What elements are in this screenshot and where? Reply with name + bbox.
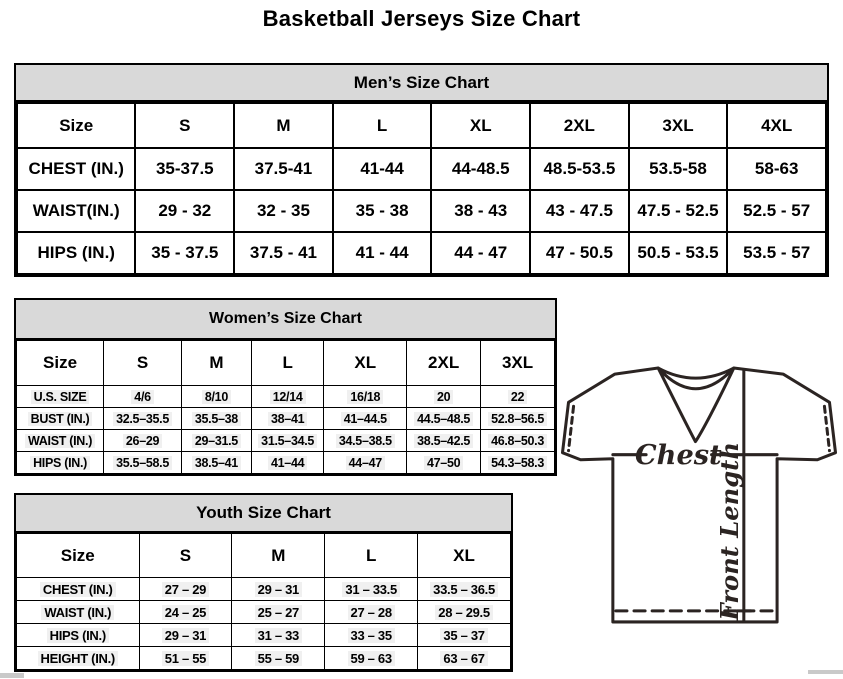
cell-text: 38.5–42.5	[414, 434, 473, 448]
cell-text: 41–44.5	[341, 412, 390, 426]
womens-size-table	[16, 340, 555, 474]
cell-text: 63 – 67	[440, 651, 487, 666]
cell-text: 27 – 29	[162, 582, 209, 597]
size-value-cell	[139, 624, 232, 647]
cell-text: WAIST(IN.)	[32, 201, 120, 220]
size-value-cell	[407, 408, 481, 430]
size-value-cell	[251, 408, 324, 430]
column-header: 2XL	[530, 103, 629, 148]
size-value-cell	[182, 430, 252, 452]
size-value-cell	[324, 386, 407, 408]
cell-text: 35 – 37	[440, 628, 487, 643]
table-row	[17, 647, 511, 670]
cell-text: 25 – 27	[255, 605, 302, 620]
header-row	[17, 103, 826, 148]
cell-text: 38–41	[268, 412, 307, 426]
cell-text: 53.5-58	[649, 159, 707, 178]
size-value-cell	[325, 578, 418, 601]
table-row	[17, 148, 826, 190]
size-value-cell	[325, 647, 418, 670]
size-value-cell	[530, 148, 629, 190]
cell-text: 28 – 29.5	[435, 605, 493, 620]
size-value-cell	[418, 578, 511, 601]
row-label	[17, 148, 135, 190]
horizontal-scrollbar-thumb[interactable]	[808, 670, 843, 674]
size-value-cell	[104, 452, 182, 474]
size-value-cell	[251, 452, 324, 474]
size-value-cell	[182, 452, 252, 474]
youth-size-chart-section	[14, 493, 513, 672]
table-row	[17, 190, 826, 232]
cell-text: 37.5 - 41	[249, 243, 317, 262]
size-value-cell	[530, 232, 629, 274]
column-header: Size	[17, 341, 104, 386]
row-label	[17, 647, 140, 670]
cell-text: 41–44	[268, 456, 307, 470]
table-row	[17, 386, 555, 408]
row-label	[17, 452, 104, 474]
right-cuff-dashed-line	[824, 406, 829, 450]
column-header: XL	[324, 341, 407, 386]
row-label	[17, 601, 140, 624]
cell-text: 20	[434, 390, 453, 404]
cell-text: 52.8–56.5	[488, 412, 547, 426]
size-value-cell	[431, 148, 530, 190]
mens-size-table	[16, 102, 827, 275]
size-value-cell	[333, 148, 432, 190]
size-value-cell	[251, 430, 324, 452]
cell-text: 33 – 35	[348, 628, 395, 643]
table-row	[17, 430, 555, 452]
mens-chart-title: Men’s Size Chart	[16, 65, 827, 102]
cell-text: 50.5 - 53.5	[637, 243, 719, 262]
cell-text: 31 – 33.5	[342, 582, 400, 597]
cell-text: 29 - 32	[158, 201, 212, 220]
cell-text: 51 – 55	[162, 651, 209, 666]
cell-text: 35-37.5	[155, 159, 214, 178]
header-row	[17, 534, 511, 578]
size-value-cell	[324, 430, 407, 452]
size-value-cell	[135, 232, 234, 274]
cell-text: 27 – 28	[348, 605, 395, 620]
cell-text: 41-44	[360, 159, 404, 178]
cell-text: U.S. SIZE	[31, 390, 90, 404]
size-value-cell	[251, 386, 324, 408]
size-value-cell	[182, 386, 252, 408]
cell-text: 38.5–41	[192, 456, 241, 470]
size-value-cell	[325, 624, 418, 647]
youth-chart-title: Youth Size Chart	[16, 495, 511, 533]
size-value-cell	[232, 578, 325, 601]
cell-text: 52.5 - 57	[743, 201, 811, 220]
size-value-cell	[629, 148, 728, 190]
cell-text: 12/14	[270, 390, 306, 404]
cell-text: 47–50	[424, 456, 463, 470]
column-header: Size	[17, 534, 140, 578]
size-value-cell	[407, 386, 481, 408]
cell-text: WAIST (IN.)	[25, 434, 95, 448]
cell-text: 35 - 38	[355, 201, 409, 220]
column-header: M	[234, 103, 333, 148]
womens-size-chart-section	[14, 298, 557, 476]
jersey-measurement-diagram	[560, 362, 838, 630]
cell-text: 35 - 37.5	[151, 243, 219, 262]
column-header: L	[333, 103, 432, 148]
size-value-cell	[431, 190, 530, 232]
table-row	[17, 578, 511, 601]
cell-text: 54.3–58.3	[488, 456, 547, 470]
table-row	[17, 452, 555, 474]
row-label	[17, 232, 135, 274]
column-header: XL	[431, 103, 530, 148]
row-label	[17, 430, 104, 452]
cell-text: 47 - 50.5	[545, 243, 613, 262]
cell-text: 59 – 63	[348, 651, 395, 666]
cell-text: 24 – 25	[162, 605, 209, 620]
cell-text: 26–29	[123, 434, 162, 448]
size-value-cell	[418, 601, 511, 624]
size-value-cell	[234, 190, 333, 232]
size-value-cell	[104, 430, 182, 452]
size-value-cell	[139, 578, 232, 601]
size-value-cell	[418, 647, 511, 670]
cell-text: 31 – 33	[255, 628, 302, 643]
cell-text: 46.8–50.3	[488, 434, 547, 448]
size-value-cell	[727, 148, 826, 190]
size-value-cell	[325, 601, 418, 624]
left-cuff-dashed-line	[569, 406, 574, 450]
cell-text: 22	[508, 390, 527, 404]
table-row	[17, 408, 555, 430]
size-value-cell	[481, 452, 555, 474]
cell-text: 48.5-53.5	[543, 159, 616, 178]
column-header: M	[232, 534, 325, 578]
column-header: 4XL	[727, 103, 826, 148]
size-value-cell	[727, 232, 826, 274]
size-value-cell	[324, 408, 407, 430]
cell-text: BUST (IN.)	[28, 412, 93, 426]
size-value-cell	[182, 408, 252, 430]
size-value-cell	[431, 232, 530, 274]
size-value-cell	[104, 386, 182, 408]
scrollbar-corner-fragment	[0, 673, 24, 678]
row-label	[17, 190, 135, 232]
size-value-cell	[234, 148, 333, 190]
size-value-cell	[232, 601, 325, 624]
cell-text: 43 - 47.5	[545, 201, 613, 220]
size-value-cell	[139, 647, 232, 670]
size-value-cell	[418, 624, 511, 647]
cell-text: 58-63	[754, 159, 799, 178]
size-value-cell	[333, 232, 432, 274]
size-value-cell	[232, 647, 325, 670]
cell-text: 33.5 – 36.5	[430, 582, 498, 597]
cell-text: 32.5–35.5	[113, 412, 172, 426]
table-row	[17, 624, 511, 647]
size-value-cell	[139, 601, 232, 624]
size-value-cell	[135, 148, 234, 190]
front-length-label: Front Length	[714, 442, 744, 621]
row-label	[17, 386, 104, 408]
column-header: L	[325, 534, 418, 578]
size-value-cell	[629, 232, 728, 274]
size-value-cell	[135, 190, 234, 232]
cell-text: 29 – 31	[255, 582, 302, 597]
cell-text: 55 – 59	[255, 651, 302, 666]
cell-text: 4/6	[131, 390, 153, 404]
cell-text: WAIST (IN.)	[41, 605, 114, 620]
row-label	[17, 578, 140, 601]
cell-text: HIPS (IN.)	[37, 243, 115, 262]
cell-text: 44-48.5	[451, 159, 510, 178]
column-header: XL	[418, 534, 511, 578]
cell-text: 44–47	[346, 456, 385, 470]
size-value-cell	[481, 430, 555, 452]
mens-size-chart-section	[14, 63, 829, 277]
size-value-cell	[530, 190, 629, 232]
cell-text: 16/18	[347, 390, 383, 404]
cell-text: 38 - 43	[454, 201, 508, 220]
cell-text: HEIGHT (IN.)	[38, 651, 118, 666]
table-row	[17, 232, 826, 274]
size-value-cell	[104, 408, 182, 430]
size-value-cell	[333, 190, 432, 232]
cell-text: 34.5–38.5	[336, 434, 395, 448]
column-header: Size	[17, 103, 135, 148]
cell-text: CHEST (IN.)	[28, 159, 124, 178]
cell-text: 44 - 47	[454, 243, 508, 262]
column-header: M	[182, 341, 252, 386]
column-header: S	[104, 341, 182, 386]
cell-text: 35.5–38	[192, 412, 241, 426]
column-header: S	[139, 534, 232, 578]
cell-text: 47.5 - 52.5	[637, 201, 719, 220]
cell-text: 29 – 31	[162, 628, 209, 643]
row-label	[17, 624, 140, 647]
size-value-cell	[481, 408, 555, 430]
cell-text: HIPS (IN.)	[47, 628, 109, 643]
page-title: Basketball Jerseys Size Chart	[262, 6, 581, 31]
column-header: L	[251, 341, 324, 386]
cell-text: HIPS (IN.)	[30, 456, 90, 470]
size-value-cell	[481, 386, 555, 408]
cell-text: 8/10	[202, 390, 231, 404]
jersey-collar	[658, 368, 734, 442]
size-value-cell	[727, 190, 826, 232]
cell-text: 31.5–34.5	[258, 434, 317, 448]
cell-text: 37.5-41	[254, 159, 313, 178]
column-header: 3XL	[629, 103, 728, 148]
cell-text: 35.5–58.5	[113, 456, 172, 470]
jersey-diagram-svg	[560, 362, 838, 630]
size-value-cell	[324, 452, 407, 474]
chest-label: Chest	[635, 438, 722, 471]
jersey-outline	[562, 368, 835, 622]
row-label	[17, 408, 104, 430]
cell-text: CHEST (IN.)	[40, 582, 116, 597]
size-value-cell	[407, 452, 481, 474]
column-header: 3XL	[481, 341, 555, 386]
cell-text: 44.5–48.5	[414, 412, 473, 426]
size-value-cell	[629, 190, 728, 232]
youth-size-table	[16, 533, 511, 670]
womens-chart-title: Women’s Size Chart	[16, 300, 555, 340]
header-row	[17, 341, 555, 386]
cell-text: 41 - 44	[355, 243, 409, 262]
cell-text: 32 - 35	[256, 201, 310, 220]
cell-text: 53.5 - 57	[743, 243, 811, 262]
column-header: 2XL	[407, 341, 481, 386]
size-value-cell	[234, 232, 333, 274]
table-row	[17, 601, 511, 624]
size-value-cell	[232, 624, 325, 647]
column-header: S	[135, 103, 234, 148]
size-value-cell	[407, 430, 481, 452]
cell-text: 29–31.5	[192, 434, 241, 448]
